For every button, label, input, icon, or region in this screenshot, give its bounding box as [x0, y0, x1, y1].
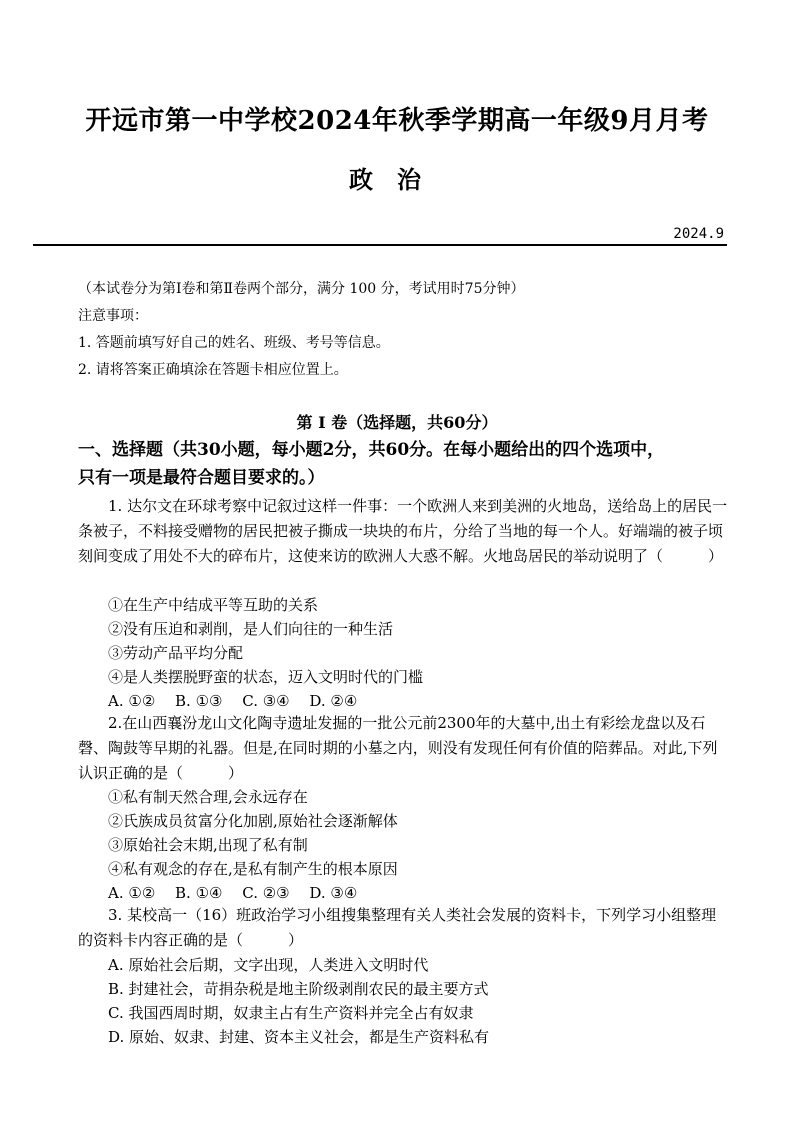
question-2-item-2: ②氏族成员贫富分化加剧,原始社会逐渐解体 [108, 812, 398, 830]
question-1-item-4: ④是人类摆脱野蛮的状态，迈入文明时代的门槛 [108, 668, 424, 686]
question-2-options: A. ①② B. ①④ C. ②③ D. ③④ [108, 884, 358, 902]
question-3-option-a: A. 原始社会后期，文字出现，人类进入文明时代 [108, 956, 429, 974]
exam-subject: 政治 [349, 165, 445, 194]
section-heading-line-2: 只有一项是最符合题目要求的。） [78, 468, 325, 488]
exam-title: 开远市第一中学校2024年秋季学期高一年级9月月考 [85, 106, 709, 136]
question-1-stem: 1. 达尔文在环球考察中记叙过这样一件事：一个欧洲人来到美洲的火地岛，送给岛上的居民一条被子，不料接受赠物的居民把被子撕成一块块的布片，分给了当地的每一个人。好端端的被子顷刻间变成了用处不大的碎布片，这使来访的欧洲人大惑不解。火地岛居民的举动说明了（ ） [78, 497, 728, 565]
question-3-stem: 3. 某校高一（16）班政治学习小组搜集整理有关人类社会发展的资料卡，下列学习小组整理的资料卡内容正确的是（ ） [78, 906, 717, 949]
question-2-item-3: ③原始社会末期,出现了私有制 [108, 836, 308, 854]
notice-item-1: 1. 答题前填写好自己的姓名、班级、考号等信息。 [78, 335, 390, 351]
question-1-item-1: ①在生产中结成平等互助的关系 [108, 596, 319, 614]
question-3-option-d: D. 原始、奴隶、封建、资本主义社会，都是生产资料私有 [108, 1028, 490, 1046]
notice-label: 注意事项： [78, 308, 148, 324]
exam-date: 2024.9 [673, 226, 724, 242]
question-1-item-3: ③劳动产品平均分配 [108, 644, 244, 662]
header-divider [33, 244, 727, 246]
question-3-option-b: B. 封建社会，苛捐杂税是地主阶级剥削农民的最主要方式 [108, 980, 489, 998]
question-2-item-4: ④私有观念的存在,是私有制产生的根本原因 [108, 860, 398, 878]
question-1-options: A. ①② B. ①③ C. ③④ D. ②④ [108, 692, 358, 710]
question-2-stem: 2.在山西襄汾龙山文化陶寺遗址发掘的一批公元前2300年的大墓中,出土有彩绘龙盘以及石磬、陶鼓等早期的礼器。但是,在同时期的小墓之内，则没有发现任何有价值的陪葬品。对此,下列认识正确的是（ ） [78, 714, 718, 782]
question-1-item-2: ②没有压迫和剥削，是人们向往的一种生活 [108, 620, 394, 638]
exam-intro: （本试卷分为第Ⅰ卷和第Ⅱ卷两个部分，满分 100 分，考试用时75分钟） [78, 281, 525, 297]
question-3-option-c: C. 我国西周时期，奴隶主占有生产资料并完全占有奴隶 [108, 1004, 474, 1022]
notice-item-2: 2. 请将答案正确填涂在答题卡相应位置上。 [78, 362, 348, 378]
section-heading-line-1: 一、选择题（共30小题，每小题2分，共60分。在每小题给出的四个选项中， [78, 440, 665, 460]
question-2-item-1: ①私有制天然合理,会永远存在 [108, 788, 308, 806]
section-title: 第 I 卷（选择题，共60分） [296, 413, 498, 432]
